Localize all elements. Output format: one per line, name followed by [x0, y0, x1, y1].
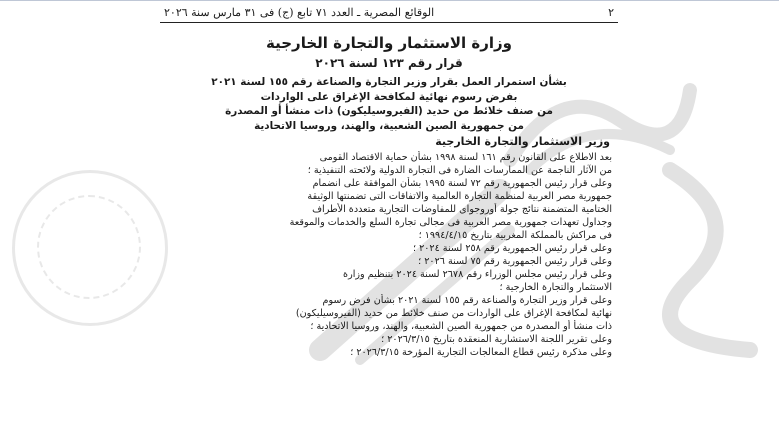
- preamble-line: وعلى قرار وزير التجارة والصناعة رقم ١٥٥ لسنة ٢٠٢١ بشأن فرض رسوم: [322, 295, 612, 307]
- preamble-line: وجداول تعهدات جمهورية مصر العربية فى مجالى تجارة السلع والخدمات والموقعة: [289, 217, 612, 229]
- decree-number: قرار رقم ١٢٣ لسنة ٢٠٢٦: [315, 56, 463, 70]
- preamble-line: جمهورية مصر العربية لمنظمة التجارة العالمية والاتفاقات التى تضمنتها الوثيقة: [307, 191, 612, 203]
- subject-line: من صنف خلائط من حديد (الفيروسيليكون) ذات منشأ أو المصدرة: [225, 105, 553, 118]
- running-header: [160, 4, 618, 23]
- document-page: [160, 4, 618, 439]
- preamble-line: وعلى قرار رئيس الجمهورية رقم ٧٢ لسنة ١٩٩٥ بشأن الموافقة على انضمام: [312, 178, 612, 190]
- preamble-line: وعلى مذكرة رئيس قطاع المعالجات التجارية المؤرخة ٢٠٢٦/٣/١٥ ؛: [350, 347, 612, 359]
- preamble-line: وعلى قرار رئيس الجمهورية رقم ٧٥ لسنة ٢٠٢٦ ؛: [418, 256, 612, 268]
- preamble-line: الاستثمار والتجارة الخارجية ؛: [499, 282, 612, 294]
- gazette-title: الوقائع المصرية ـ العدد ٧١ تابع (ج) فى ٣١ مارس سنة ٢٠٢٦: [164, 6, 435, 19]
- preamble-line: الختامية المتضمنة نتائج جولة أوروجواى للمفاوضات التجارية متعددة الأطراف: [312, 204, 612, 216]
- preamble-line: وعلى تقرير اللجنة الاستشارية المنعقدة بتاريخ ٢٠٢٦/٣/١٥ ؛: [381, 334, 612, 346]
- subject-line: من جمهورية الصين الشعبية، والهند، وروسيا الاتحادية: [254, 119, 524, 132]
- decree-subject: [160, 75, 618, 133]
- preamble-line: وعلى قرار رئيس الجمهورية رقم ٢٥٨ لسنة ٢٠٢٤ ؛: [413, 243, 612, 255]
- ministry-heading: وزارة الاستثمار والتجارة الخارجية: [266, 34, 512, 52]
- preamble-line: وعلى قرار رئيس مجلس الوزراء رقم ٢٦٧٨ لسنة ٢٠٢٤ بتنظيم وزارة: [343, 269, 612, 281]
- subject-line: بشأن استمرار العمل بقرار وزير التجارة والصناعة رقم ١٥٥ لسنة ٢٠٢١: [211, 76, 567, 88]
- preamble-line: ذات منشأ أو المصدرة من جمهورية الصين الشعبية، والهند، وروسيا الاتحادية ؛: [310, 321, 612, 333]
- preamble-line: فى مراكش بالمملكة المغربية بتاريخ ١٩٩٤/٤/١٥ ؛: [418, 230, 612, 242]
- minister-title: وزير الاستثمار والتجارة الخارجية: [435, 135, 610, 149]
- preamble-line: من الآثار الناجمة عن الممارسات الضارة فى التجارة الدولية ولائحته التنفيذية ؛: [307, 165, 612, 177]
- page-number: ٢: [608, 6, 614, 19]
- preamble-line: بعد الاطلاع على القانون رقم ١٦١ لسنة ١٩٩٨ بشأن حماية الاقتصاد القومى: [319, 152, 612, 164]
- decree-preamble: [160, 151, 618, 359]
- preamble-line: نهائية لمكافحة الإغراق على الواردات من صنف خلائط من حديد (الفيروسيليكون): [295, 308, 612, 320]
- subject-line: بفرض رسوم نهائية لمكافحة الإغراق على الواردات: [260, 90, 518, 103]
